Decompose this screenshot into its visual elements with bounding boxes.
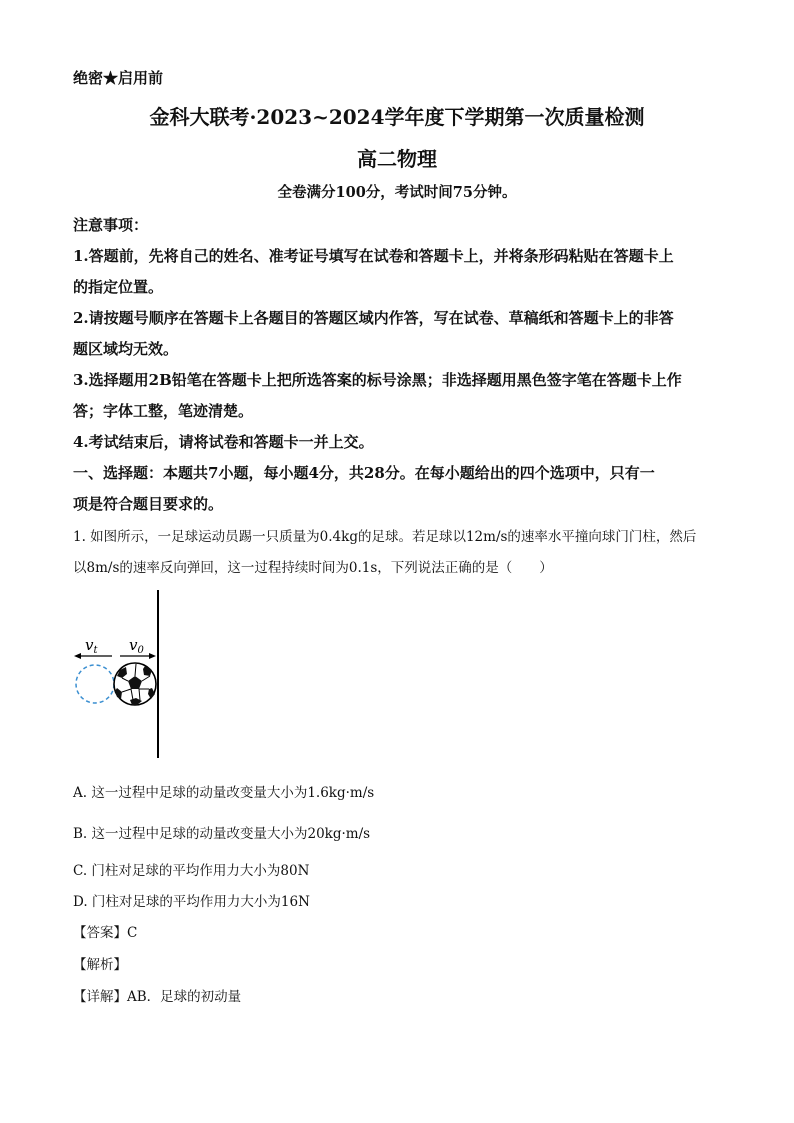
confidential-label: 绝密★启用前 bbox=[73, 69, 164, 87]
rebound-ball bbox=[76, 665, 114, 703]
exam-title: 金科大联考·2023~2024学年度下学期第一次质量检测 bbox=[149, 105, 645, 129]
v0-label: $v_0$ bbox=[129, 636, 144, 656]
exam-info: 全卷满分100分，考试时间75分钟。 bbox=[277, 184, 517, 201]
option-b: B. 这一过程中足球的动量改变量大小为20kg·m/s bbox=[73, 826, 371, 842]
question1-figure bbox=[60, 588, 180, 760]
vt-label: $v_t$ bbox=[85, 636, 98, 656]
option-c: C. 门柱对足球的平均作用力大小为80N bbox=[73, 863, 310, 879]
option-d: D. 门柱对足球的平均作用力大小为16N bbox=[73, 894, 310, 910]
subject-title: 高二物理 bbox=[357, 147, 437, 171]
question1-stem-line1: 1. 如图所示，一足球运动员踢一只质量为0.4kg的足球。若足球以12m/s的速率水平撞向球门门柱，然后 bbox=[73, 529, 697, 545]
soccer-ball bbox=[114, 663, 156, 705]
question1-stem-line2: 以8m/s的速率反向弹回，这一过程持续时间为0.1s，下列说法正确的是（ ） bbox=[73, 560, 553, 576]
section-heading-line2: 项是符合题目要求的。 bbox=[73, 495, 224, 513]
note-line-7: 4.考试结束后，请将试卷和答题卡一并上交。 bbox=[73, 433, 374, 451]
option-a: A. 这一过程中足球的动量改变量大小为1.6kg·m/s bbox=[73, 785, 375, 801]
note-line-5: 3.选择题用2B铅笔在答题卡上把所选答案的标号涂黑；非选择题用黑色签字笔在答题卡上作 bbox=[73, 371, 682, 389]
note-line-4: 题区域均无效。 bbox=[73, 340, 179, 358]
notes-heading: 注意事项： bbox=[73, 216, 149, 234]
answer-label: 【答案】C bbox=[73, 925, 138, 941]
note-line-1: 1.答题前，先将自己的姓名、准考证号填写在试卷和答题卡上，并将条形码粘贴在答题卡上 bbox=[73, 247, 674, 265]
section-heading-line1: 一、选择题：本题共7小题，每小题4分，共28分。在每小题给出的四个选项中，只有一 bbox=[73, 464, 655, 482]
note-line-6: 答；字体工整，笔迹清楚。 bbox=[73, 402, 254, 420]
note-line-2: 的指定位置。 bbox=[73, 278, 164, 296]
detail-label: 【详解】AB．足球的初动量 bbox=[73, 989, 242, 1005]
analysis-label: 【解析】 bbox=[73, 957, 127, 973]
note-line-3: 2.请按题号顺序在答题卡上各题目的答题区域内作答，写在试卷、草稿纸和答题卡上的非答 bbox=[73, 309, 674, 327]
